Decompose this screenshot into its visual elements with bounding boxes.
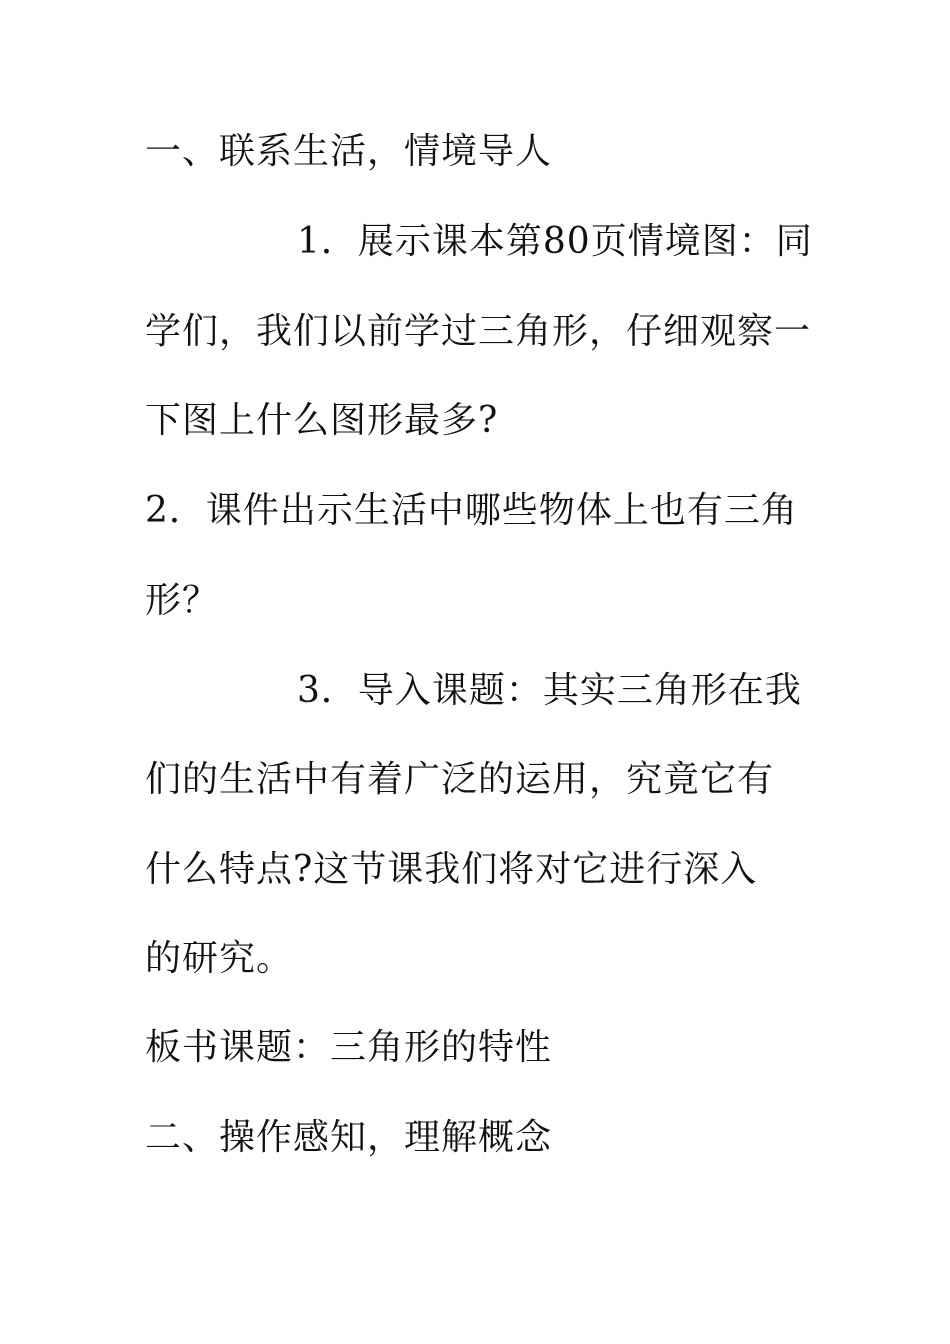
paragraph-line: 的研究。 xyxy=(145,938,294,979)
section-heading-2: 二、操作感知，理解概念 xyxy=(145,1117,553,1158)
paragraph-line: 学们，我们以前学过三角形，仔细观察一 xyxy=(145,311,812,352)
paragraph-line: 下图上什么图形最多? xyxy=(145,400,499,441)
board-title-line: 板书课题：三角形的特性 xyxy=(145,1027,553,1068)
paragraph-line: 3．导入课题：其实三角形在我 xyxy=(297,670,802,711)
paragraph-line: 形？ xyxy=(145,580,220,621)
paragraph-line: 2．课件出示生活中哪些物体上也有三角 xyxy=(145,490,798,531)
paragraph-line: 们的生活中有着广泛的运用，究竟它有 xyxy=(145,759,775,800)
paragraph-line: 1．展示课本第80页情境图：同 xyxy=(297,221,813,262)
section-heading-1: 一、联系生活，情境导人 xyxy=(145,131,553,172)
paragraph-line: 什么特点?这节课我们将对它进行深入 xyxy=(145,849,758,890)
